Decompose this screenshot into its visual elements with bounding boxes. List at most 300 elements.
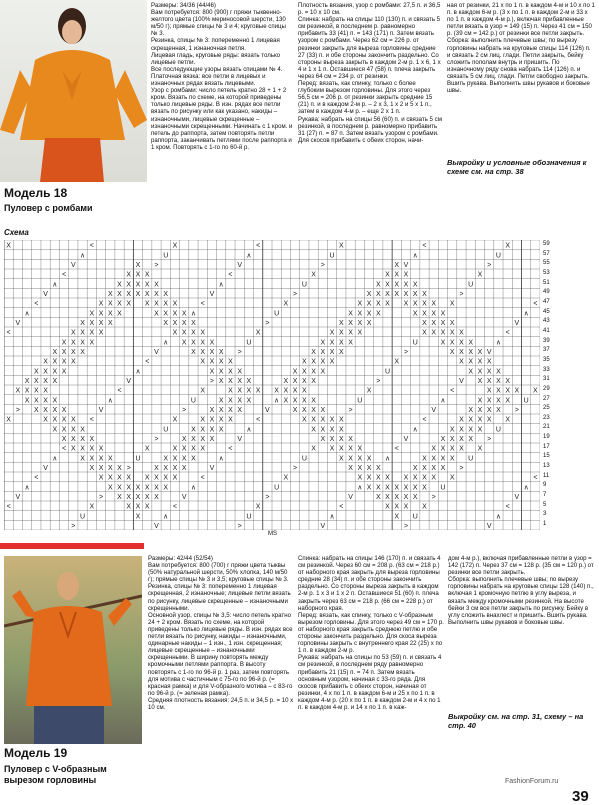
- chart-symbol: X: [338, 339, 344, 347]
- chart-symbol: >: [126, 465, 131, 473]
- chart-symbol: X: [394, 291, 400, 299]
- chart-symbol: X: [6, 242, 11, 250]
- chart-symbol: X: [43, 368, 48, 376]
- chart-ms-marker: [268, 531, 277, 537]
- chart-symbol: X: [385, 291, 390, 299]
- chart-symbol: ∧: [246, 252, 252, 260]
- chart-symbol: X: [496, 378, 501, 386]
- chart-symbol: X: [477, 368, 483, 376]
- chart-symbol: V: [486, 349, 492, 357]
- chart-symbol: X: [348, 339, 353, 347]
- chart-symbol: <: [200, 300, 205, 308]
- m18-materials: Вам потребуется: 800 (900) г пряжи тыквенно-желтого цвета (100% мериносовой шерсти, 130 м/50 г); прямые спицы № 3 и 4; круговые спицы № 3.: [151, 9, 286, 38]
- chart-symbol: X: [412, 281, 418, 289]
- chart-symbol: X: [107, 465, 113, 473]
- chart-symbol: X: [209, 416, 215, 424]
- chart-row-number: 9: [543, 482, 547, 489]
- chart-symbol: X: [366, 387, 372, 395]
- chart-symbol: X: [154, 494, 159, 502]
- chart-symbol: X: [200, 445, 206, 453]
- chart-symbol: U: [468, 281, 474, 289]
- chart-symbol: X: [366, 465, 372, 473]
- chart-symbol: X: [366, 291, 372, 299]
- chart-symbol: <: [505, 503, 510, 511]
- chart-symbol: X: [412, 291, 418, 299]
- chart-symbol: X: [89, 339, 95, 347]
- chart-symbol: X: [163, 310, 169, 318]
- chart-symbol: X: [422, 300, 427, 308]
- chart-symbol: X: [218, 407, 224, 415]
- chart-symbol: X: [191, 436, 196, 444]
- chart-symbol: X: [292, 387, 298, 395]
- chart-symbol: X: [228, 387, 233, 395]
- chart-symbol: X: [70, 349, 76, 357]
- chart-symbol: U: [246, 339, 252, 347]
- chart-symbol: <: [394, 445, 399, 453]
- chart-symbol: X: [496, 407, 501, 415]
- chart-row-number: 41: [543, 327, 550, 334]
- chart-symbol: X: [320, 368, 326, 376]
- chart-symbol: X: [357, 329, 363, 337]
- chart-symbol: X: [117, 474, 122, 482]
- chart-symbol: >: [320, 262, 325, 270]
- m19-assembly: Сборка: выполнить плечевые швы; по вырезу горловины набрать на круговые спицы 128 (140) п., включая 1 кромочную петлю в углу выреза, и вязать между кромочными резинкой. На высоте бейки 3 см все петли закрыть по рисунку. Бейку в углу сложить внахлест и пришить. Вшить рукава. Выполнить швы рукавов и боковые швы.: [448, 576, 594, 626]
- chart-symbol: X: [218, 368, 224, 376]
- chart-symbol: X: [209, 349, 215, 357]
- chart-symbol: X: [80, 320, 85, 328]
- chart-symbol: X: [117, 310, 122, 318]
- chart-symbol: X: [431, 329, 437, 337]
- chart-symbol: >: [154, 262, 159, 270]
- chart-symbol: X: [107, 320, 113, 328]
- chart-symbol: X: [283, 300, 289, 308]
- chart-symbol: X: [80, 329, 85, 337]
- chart-symbol: X: [43, 416, 48, 424]
- chart-symbol: X: [468, 358, 474, 366]
- chart-symbol: X: [34, 397, 39, 405]
- chart-symbol: X: [302, 416, 307, 424]
- chart-symbol: X: [505, 387, 510, 395]
- chart-symbol: X: [375, 465, 381, 473]
- chart-symbol: X: [70, 339, 76, 347]
- chart-symbol: X: [70, 445, 76, 453]
- chart-symbol: X: [70, 436, 76, 444]
- chart-symbol: X: [163, 474, 169, 482]
- chart-symbol: X: [486, 368, 492, 376]
- m19-back: Спинка: набрать на спицы 146 (170) п. и связать 4 см резинкой. Через 60 см = 208 р. (63 см = 218 р.) от наборного края закрыть для выреза горловины средние 28 (34) п. и обе стороны закончить раздельно. Со стороны выреза закрыть в каждом 2-м р. 1 х 3 и 1 х 2 п. Оставшиеся 51 (60) п. плеча закрыть через 63 см = 218 р. (66 см = 228 р.) от наборного края.: [298, 555, 441, 612]
- chart-symbol: X: [422, 310, 427, 318]
- model-18-text-col1: [151, 2, 293, 220]
- chart-symbol: X: [477, 426, 483, 434]
- chart-symbol: X: [181, 465, 187, 473]
- chart-symbol: X: [422, 320, 427, 328]
- chart-symbol: X: [126, 503, 132, 511]
- chart-symbol: X: [292, 397, 298, 405]
- chart-symbol: X: [338, 242, 344, 250]
- chart-symbol: X: [449, 339, 455, 347]
- chart-symbol: X: [135, 291, 141, 299]
- model-18-subtitle: Пуловер с ромбами: [4, 203, 93, 213]
- chart-symbol: X: [61, 358, 67, 366]
- chart-symbol: X: [422, 291, 427, 299]
- chart-symbol: X: [440, 436, 446, 444]
- chart-symbol: X: [329, 426, 335, 434]
- chart-symbol: X: [200, 329, 206, 337]
- chart-symbol: X: [43, 358, 48, 366]
- chart-symbol: X: [385, 300, 390, 308]
- chart-symbol: X: [449, 445, 455, 453]
- m18-needles: Все последующие узоры вязать спицами № 4.: [151, 65, 283, 73]
- chart-symbol: X: [172, 465, 178, 473]
- chart-symbol: X: [412, 474, 418, 482]
- chart-symbol: X: [98, 329, 104, 337]
- chart-symbol: X: [61, 416, 67, 424]
- chart-symbol: X: [366, 484, 372, 492]
- chart-symbol: X: [144, 445, 150, 453]
- chart-symbol: X: [144, 300, 150, 308]
- chart-symbol: X: [431, 474, 437, 482]
- chart-symbol: >: [514, 407, 519, 415]
- chart-row-number: 7: [543, 492, 547, 499]
- chart-symbol: >: [403, 523, 409, 530]
- chart-symbol: X: [292, 378, 298, 386]
- chart-symbol: V: [209, 465, 215, 473]
- chart-symbol: X: [172, 300, 178, 308]
- chart-symbol: X: [218, 397, 224, 405]
- chart-symbol: X: [117, 465, 122, 473]
- chart-symbol: X: [486, 387, 492, 395]
- section-divider: [0, 543, 144, 549]
- m18-garter: Платочная вязка: все петли в лицевых и изнаночных рядах вязать лицевыми.: [151, 72, 266, 88]
- chart-symbol: U: [468, 455, 474, 463]
- chart-symbol: X: [200, 426, 206, 434]
- knitting-chart: [4, 240, 540, 530]
- m19-sizes: Размеры: 42/44 (52/54): [148, 555, 213, 562]
- chart-symbol: <: [450, 387, 455, 395]
- chart-symbol: X: [514, 387, 520, 395]
- chart-symbol: ∧: [495, 339, 501, 347]
- chart-symbol: X: [329, 349, 335, 357]
- chart-symbol: ∧: [412, 252, 418, 260]
- chart-symbol: X: [477, 271, 483, 279]
- chart-symbol: X: [246, 387, 252, 395]
- chart-symbol: X: [338, 445, 344, 453]
- chart-symbol: X: [135, 271, 141, 279]
- chart-symbol: X: [302, 397, 307, 405]
- chart-symbol: X: [449, 349, 455, 357]
- chart-symbol: X: [533, 387, 538, 395]
- chart-symbol: X: [209, 407, 215, 415]
- chart-symbol: X: [348, 445, 353, 453]
- chart-symbol: X: [375, 474, 381, 482]
- chart-symbol: X: [126, 300, 132, 308]
- chart-symbol: <: [505, 329, 510, 337]
- chart-symbol: X: [320, 407, 326, 415]
- chart-symbol: X: [89, 329, 95, 337]
- chart-symbol: X: [228, 378, 233, 386]
- chart-symbol: >: [293, 291, 298, 299]
- chart-symbol: V: [154, 523, 159, 530]
- chart-symbol: X: [135, 513, 141, 521]
- chart-symbol: ∧: [440, 397, 446, 405]
- chart-symbol: U: [190, 397, 196, 405]
- chart-symbol: X: [218, 426, 224, 434]
- chart-symbol: ∧: [218, 281, 224, 289]
- chart-symbol: X: [126, 494, 132, 502]
- chart-symbol: X: [431, 455, 437, 463]
- chart-symbol: X: [154, 300, 159, 308]
- chart-symbol: X: [449, 455, 455, 463]
- chart-symbol: X: [302, 407, 307, 415]
- chart-symbol: X: [477, 378, 483, 386]
- chart-symbol: X: [98, 455, 104, 463]
- chart-symbol: X: [181, 329, 187, 337]
- chart-symbol: X: [61, 407, 67, 415]
- chart-symbol: >: [487, 436, 492, 444]
- chart-symbol: X: [70, 329, 76, 337]
- m19-sleeves: Рукава: набрать на спицы по 53 (59) п. и связать 4 см резинкой, в последнем ряду равномерно прибавить 21 (15) п. = 74 п. Затем вязать основным узором, начиная с 33-го ряда. Для скосов прибавить с обеих сторон, начиная от резинки, 4 х по 1 п. в каждом 6-м и 25 х по 1 п. в каждом 4-м р. (20 х по 1 п. в каждом 2-м и 4 х по 1 п. в каждом 4-м р. и 14 х по 1 п. в каж-: [298, 654, 442, 711]
- chart-symbol: X: [154, 281, 159, 289]
- chart-symbol: ∧: [135, 368, 141, 376]
- chart-row-number: 43: [543, 318, 550, 325]
- chart-symbol: X: [348, 455, 353, 463]
- chart-symbol: X: [496, 368, 501, 376]
- chart-symbol: X: [311, 378, 316, 386]
- chart-symbol: X: [144, 484, 150, 492]
- chart-symbol: U: [163, 426, 169, 434]
- chart-symbol: V: [237, 436, 242, 444]
- chart-symbol: X: [329, 329, 335, 337]
- chart-symbol: X: [320, 436, 326, 444]
- chart-symbol: X: [385, 503, 390, 511]
- chart-symbol: U: [357, 397, 363, 405]
- chart-symbol: X: [237, 368, 242, 376]
- chart-symbol: X: [366, 310, 372, 318]
- chart-symbol: X: [80, 339, 85, 347]
- chart-symbol: X: [403, 474, 409, 482]
- chart-symbol: X: [209, 426, 215, 434]
- ms-label: MS: [268, 531, 277, 537]
- chart-symbol: V: [348, 494, 353, 502]
- chart-symbol: X: [200, 358, 206, 366]
- chart-symbol: X: [163, 484, 169, 492]
- chart-symbol: X: [477, 445, 483, 453]
- chart-symbol: X: [477, 416, 483, 424]
- chart-symbol: V: [486, 523, 492, 530]
- chart-symbol: X: [338, 329, 344, 337]
- chart-symbol: X: [246, 378, 252, 386]
- chart-symbol: X: [34, 407, 39, 415]
- chart-symbol: X: [338, 455, 344, 463]
- chart-symbol: ∧: [523, 310, 529, 318]
- chart-row-number: 59: [543, 241, 550, 247]
- model-19-title: Модель 19: [4, 746, 68, 760]
- chart-symbol: U: [495, 252, 501, 260]
- chart-symbol: X: [311, 407, 316, 415]
- chart-symbol: X: [52, 378, 58, 386]
- chart-symbol: X: [449, 300, 455, 308]
- chart-symbol: >: [98, 494, 104, 502]
- chart-symbol: X: [375, 291, 381, 299]
- chart-symbol: U: [301, 455, 307, 463]
- scheme-label: Схема: [4, 228, 29, 237]
- chart-symbol: X: [486, 416, 492, 424]
- chart-symbol: X: [477, 358, 483, 366]
- chart-symbol: X: [89, 503, 95, 511]
- chart-symbol: X: [163, 455, 169, 463]
- chart-symbol: X: [468, 339, 474, 347]
- chart-symbol: X: [274, 387, 279, 395]
- chart-symbol: >: [459, 465, 464, 473]
- chart-symbol: X: [459, 445, 464, 453]
- chart-symbols: [6, 243, 538, 530]
- chart-symbol: X: [311, 416, 316, 424]
- chart-symbol: X: [191, 455, 196, 463]
- chart-symbol: ∧: [246, 426, 252, 434]
- chart-symbol: <: [533, 300, 538, 308]
- model-19-subtitle: Пуловер с V-образным вырезом горловины: [4, 764, 107, 785]
- chart-symbol: X: [412, 465, 418, 473]
- chart-symbol: X: [98, 300, 104, 308]
- chart-symbol: X: [24, 387, 30, 395]
- chart-symbol: X: [375, 300, 381, 308]
- chart-symbol: X: [181, 436, 187, 444]
- chart-symbol: X: [403, 484, 409, 492]
- chart-symbol: X: [144, 271, 150, 279]
- chart-row-number: 57: [543, 250, 550, 257]
- chart-symbol: X: [459, 416, 464, 424]
- m18-front: Перед: вязать, как спинку, только с более глубоким вырезом горловины. Для этого через 56,5 см = 206 р. от резинки закрыть средние 15 (21) п. и в каждом 2-м р. – 2 х 3, 1 х 2 и 5 х 1 п., затем в каждом 4-м р. – еще 2 х 1 п.: [298, 80, 433, 116]
- chart-symbol: ∧: [218, 455, 224, 463]
- chart-symbol: X: [172, 455, 178, 463]
- chart-symbol: X: [43, 387, 48, 395]
- chart-symbol: X: [412, 310, 418, 318]
- chart-symbol: X: [394, 358, 400, 366]
- chart-symbol: V: [15, 494, 21, 502]
- chart-symbol: X: [385, 281, 390, 289]
- chart-symbol: U: [412, 513, 418, 521]
- chart-symbol: V: [431, 407, 437, 415]
- chart-symbol: X: [209, 339, 215, 347]
- chart-symbol: X: [431, 320, 437, 328]
- chart-symbol: V: [320, 523, 326, 530]
- chart-symbol: X: [218, 416, 224, 424]
- chart-symbol: ∧: [274, 397, 280, 405]
- chart-symbol: X: [98, 465, 104, 473]
- chart-row-number: 31: [543, 376, 550, 383]
- chart-symbol: V: [15, 320, 21, 328]
- chart-symbol: X: [338, 320, 344, 328]
- chart-symbol: X: [329, 339, 335, 347]
- chart-symbol: X: [357, 465, 363, 473]
- chart-symbol: X: [191, 445, 196, 453]
- chart-symbol: X: [403, 494, 409, 502]
- chart-symbol: X: [422, 329, 427, 337]
- chart-symbol: U: [246, 513, 252, 521]
- model-19-text-col2: [298, 555, 444, 795]
- chart-symbol: X: [385, 271, 390, 279]
- chart-symbol: X: [191, 426, 196, 434]
- chart-symbol: X: [394, 503, 400, 511]
- chart-symbol: X: [237, 387, 242, 395]
- chart-symbol: X: [172, 474, 178, 482]
- chart-row-number: 25: [543, 405, 550, 412]
- chart-row-number: 51: [543, 279, 550, 286]
- chart-symbol: X: [403, 291, 409, 299]
- chart-row-number: 53: [543, 269, 550, 276]
- chart-symbol: >: [237, 349, 242, 357]
- chart-symbol: X: [311, 445, 316, 453]
- chart-symbol: X: [468, 349, 474, 357]
- chart-symbol: U: [301, 281, 307, 289]
- chart-symbol: ∧: [24, 310, 30, 318]
- chart-row-number: 19: [543, 434, 550, 441]
- chart-symbol: X: [440, 320, 446, 328]
- chart-symbol: X: [311, 349, 316, 357]
- chart-symbol: X: [449, 320, 455, 328]
- chart-symbol: X: [440, 465, 446, 473]
- chart-symbol: X: [357, 310, 363, 318]
- chart-symbol: X: [329, 445, 335, 453]
- chart-symbol: <: [422, 416, 427, 424]
- chart-symbol: X: [117, 291, 122, 299]
- chart-symbol: X: [459, 339, 464, 347]
- chart-symbol: V: [126, 378, 132, 386]
- chart-symbol: V: [154, 349, 159, 357]
- chart-row-number: 33: [543, 366, 550, 373]
- chart-symbol: X: [412, 484, 418, 492]
- chart-symbol: X: [172, 445, 178, 453]
- m18-sleeves-cont: ная от резинки, 21 х по 1 п. в каждом 4-м и 10 х по 1 п. в каждом 6-м р. (3 х по 1 п. в каждом 2-м и 33 х по 1 п. в каждом 4-м р.), включая прибавленные петли вязать в узор = 149 (15) п. Через 41 см = 150 р. (39 см = 142 р.) от резинки все петли закрыть.: [447, 2, 595, 38]
- chart-symbol: X: [394, 494, 400, 502]
- chart-symbol: X: [422, 465, 427, 473]
- chart-symbol: >: [293, 465, 298, 473]
- chart-symbol: X: [80, 445, 85, 453]
- chart-symbol: X: [181, 445, 187, 453]
- chart-symbol: X: [107, 291, 113, 299]
- chart-symbol: X: [89, 310, 95, 318]
- chart-row-number: 39: [543, 337, 550, 344]
- m18-back: Спинка: набрать на спицы 110 (130) п. и связать 5 см резинкой, в последнем р. равномерно прибавить 33 (41) п. = 143 (171) п. Затем вязать узором с ромбами. Через 62 см = 226 р. от резинки закрыть для выреза горловины средние 27 (33) п. и обе стороны закончить раздельно. Со стороны выреза закрыть в каждом 2-м р. 1 х 6, 1 х 4 и 1 х 1 п. Оставшиеся 47 (58) п. плеча закрыть через 64 см = 234 р. от резинки.: [298, 16, 441, 80]
- chart-symbol: X: [34, 368, 39, 376]
- chart-symbol: >: [209, 378, 214, 386]
- chart-symbol: X: [154, 310, 159, 318]
- chart-symbol: X: [468, 407, 474, 415]
- chart-symbol: X: [89, 465, 95, 473]
- chart-row-number: 3: [543, 511, 547, 518]
- chart-symbol: V: [459, 378, 464, 386]
- chart-symbol: V: [98, 407, 104, 415]
- chart-symbol: <: [62, 271, 67, 279]
- chart-symbol: ∧: [79, 252, 86, 260]
- chart-symbol: X: [228, 397, 233, 405]
- chart-symbol: X: [320, 339, 326, 347]
- chart-symbol: X: [477, 349, 483, 357]
- chart-symbol: X: [107, 474, 113, 482]
- chart-symbol: <: [256, 242, 261, 250]
- chart-symbol: X: [375, 494, 381, 502]
- chart-symbol: X: [24, 378, 30, 386]
- chart-symbol: X: [394, 262, 400, 270]
- chart-row-number: 17: [543, 443, 550, 450]
- chart-symbol: X: [255, 503, 261, 511]
- chart-symbol: X: [468, 416, 474, 424]
- chart-symbol: ∧: [190, 484, 197, 492]
- m18-stockinette: Лицевая гладь, круговые ряды: вязать только лицевые петли.: [151, 51, 281, 66]
- chart-row-number: 37: [543, 347, 550, 354]
- chart-symbol: X: [209, 368, 215, 376]
- chart-symbol: X: [98, 474, 104, 482]
